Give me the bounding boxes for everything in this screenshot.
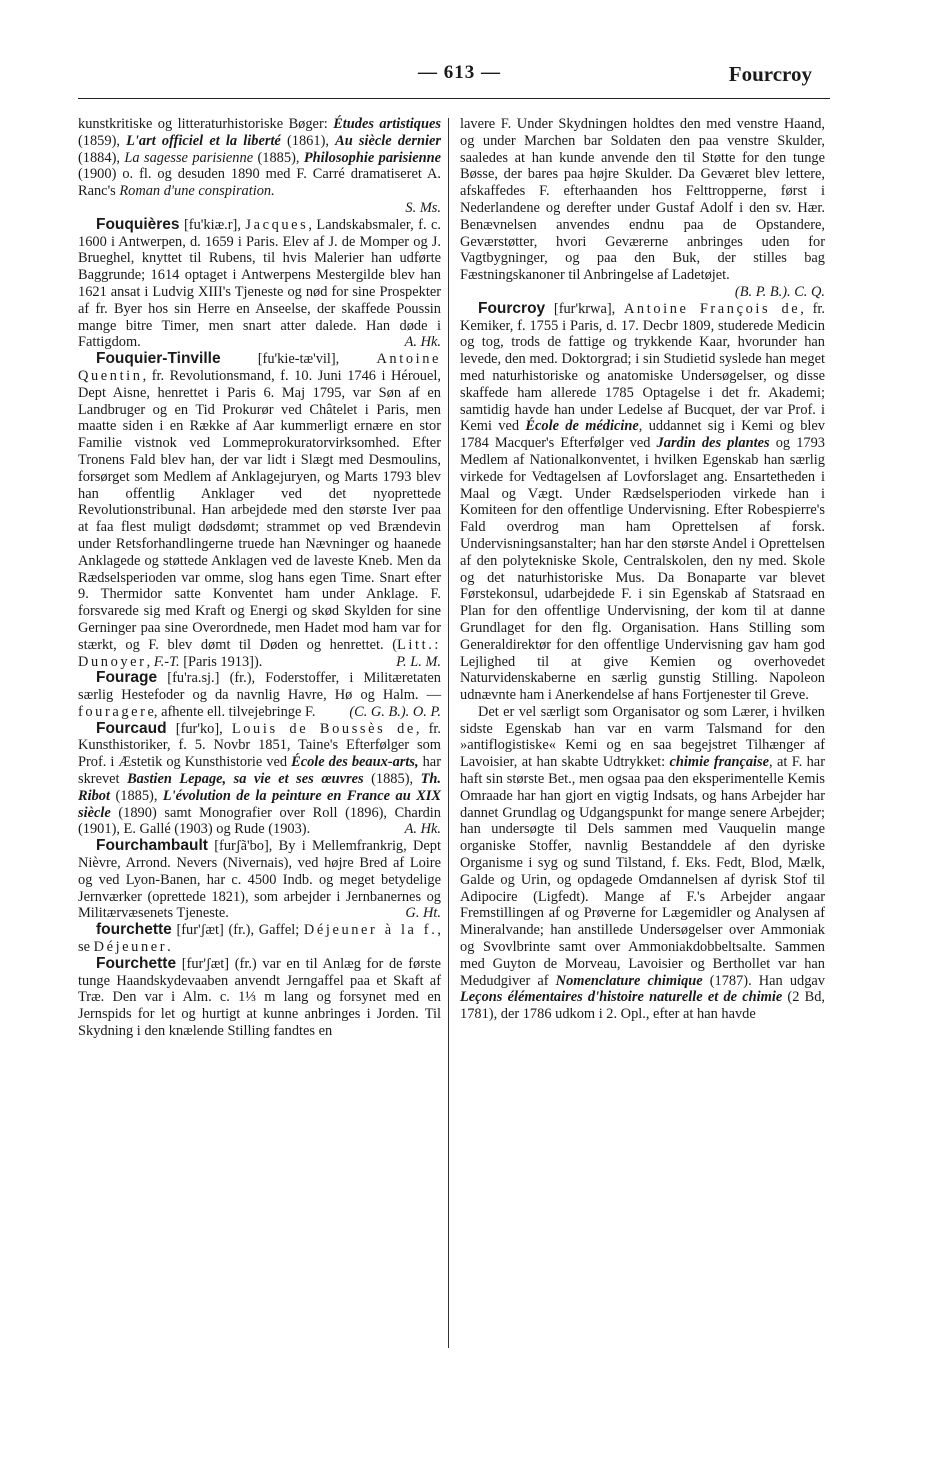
headword: Fourchambault bbox=[96, 837, 208, 855]
author-signature: S. Ms. bbox=[405, 199, 441, 216]
author-signature: G. Ht. bbox=[405, 905, 441, 922]
headword: Fourcaud bbox=[96, 719, 167, 737]
header-rule bbox=[78, 98, 830, 99]
column-divider bbox=[448, 118, 449, 1348]
entry-fourcaud: Fourcaud [fur'ko], Louis de Boussès de, fr. Kunsthistoriker, f. 5. Novbr 1851, Taine's Efterfølger som Prof. i Æstetik og Kunsthistorie ved École des beaux-arts, har skrevet Bastien Lepage, sa vie et ses œuvres (1885), Th. Ribot (1885), L'évolution de la peinture en France au XIX siècle (1890) samt Monografier over Roll (1896), Chardin (1901), E. Gallé (1903) og Rude (1903). A. Hk. bbox=[78, 719, 442, 838]
headword: Fouquier-Tinville bbox=[96, 350, 221, 368]
headword: Fourchette bbox=[96, 954, 177, 972]
running-head: Fourcroy bbox=[728, 62, 812, 86]
headword: Fourage bbox=[96, 669, 158, 687]
author-signature: A. Hk. bbox=[404, 334, 441, 351]
headword: Fouquières bbox=[96, 215, 180, 233]
entry-fourage: Fourage [fu'ra.sj.] (fr.), Foderstoffer, i Militæretaten særlig Hestefoder og da navnlig Havre, Hø og Halm. — fouragere, afhente ell. tilvejebringe F. (C. G. B.). O. P. bbox=[78, 669, 441, 720]
author-signature: (C. G. B.). O. P. bbox=[349, 703, 441, 720]
page-header bbox=[78, 62, 830, 92]
headword: Fourcroy bbox=[478, 299, 546, 317]
entry-fouquieres: Fouquières [fu'kiæ.r], Jacques, Landskabsmaler, f. c. 1600 i Antwerpen, d. 1659 i Paris. Elev af J. de Momper og J. Brueghel, knyttet til Rubens, til hvis Malerier han udførte Baggrunde; 1614 optaget i Antwerpens Mestergilde blev han 1621 ansat i Ludvig XIII's Tjeneste og nød for sine Prospekter af fr. Byer hos sin Herre en Anseelse, der skaffede Poussin mange bitre Timer, men snart atter dalede. Han døde i Fattigdom. A. Hk. bbox=[78, 215, 442, 351]
author-signature: A. Hk. bbox=[404, 821, 441, 838]
headword: fourchette bbox=[96, 921, 172, 939]
entry-fourchette: Fourchette [fur'ʃæt] (fr.) var en til Anlæg for de første tunge Haandskydevaaben anvendt Jerngaffel paa et Skaft af Træ. Den var i Alm. c. 1⅓ m lang og forsynet med en Jernspids for let og hurtigt at kunne anbringes i Jorden. Til Skydning i den knælende Stilling fandtes en bbox=[78, 954, 441, 1040]
author-signature: P. L. M. bbox=[396, 653, 441, 670]
entry-fourchette-gaffel: fourchette [fur'ʃæt] (fr.), Gaffel; Déjeuner à la f., se Déjeuner. bbox=[78, 921, 442, 956]
author-signature: (B. P. B.). C. Q. bbox=[734, 283, 825, 300]
entry-fourcroy-paragraph-2: Det er vel særligt som Organisator og som Lærer, i hvilken sidste Egenskab han var en varm Talsmand for den »antiflogistiske« Kemi og en saa begejstret Tilhænger af Lavoisier, at han skabte Udtrykket: chimie française, at F. har haft sin største Bet., men ogsaa paa den eksperimentelle Kemis Omraade har han gjort en vigtig Indsats, og hans Arbejder har dannet Grundlag og Udgangspunkt for mange senere Arbejder; han undersøgte til Dels sammen med Vauquelin mange organiske Stoffer, navnlig Bestanddele af den dyriske Organisme i syg og sund Tilstand, f. Eks. Fedt, Blod, Mælk, Galde og Urin, og opdagede Omdannelsen af dyrisk Stof til Adipocire (Ligfedt). Mange af F.'s Arbejder angaar Fremstillingen af og Prøverne for Lægemidler og Analysen af Mineralvande; han anstillede Undersøgelser over Ammoniak og Svovlbrinte samt over Ammoniakdobbeltsalte. Sammen med Guyton de Morveau, Lavoisier og Berthollet var han Medudgiver af Nomenclature chimique (1787). Han udgav Leçons élémentaires d'histoire naturelle et de chimie (2 Bd, 1781), der 1786 udkom i 2. Opl., efter at han havde bbox=[460, 703, 825, 1023]
entry-fourchambault: Fourchambault [furʃã'bo], By i Mellemfrankrig, Dept Nièvre, Arrond. Nevers (Nivernais), ved højre Bred af Loire og ved Lyon-Banen, har c. 4500 Indb. og meget betydelige Jernværker (oprettede 1821), som arbejder i Jernbanernes og Militærvæsenets Tjeneste. G. Ht. bbox=[78, 837, 441, 922]
left-column bbox=[78, 116, 441, 1040]
page-number: — 613 — bbox=[418, 62, 501, 83]
entry-fouquier-tinville: Fouquier-Tinville [fu'kie-tæ'vil], Antoine Quentin, fr. Revolutionsmand, f. 10. Juni 1746 i Hérouel, Dept Aisne, henrettet i Paris 6. Maj 1795, var Søn af en Landbruger og en Tid Prokurør ved Châtelet i Paris, men maatte siden i en Række af Aar kummerligt ernære en stor Familie vistnok ved Lommeprokuratorvirksomhed. Efter Tronens Fald blev han, der var lidt i Slægt med Desmoulins, forsørget som Medlem af Anklagejuryen, og Marts 1793 blev han offentlig Anklager ved det nyoprettede Revolutionstribunal. Han arbejdede med den største Iver paa at faa flest muligt dødsdømt; strammet op ved Brændevin under Retsforhandlingerne truede han Nævninger og haanede Anklagede og støttede Anklagen ved de laveste Kneb. Men da Rædselsperioden var omme, slog hans egen Time. Snart efter 9. Thermidor satte Konventet ham under Anklage. F. forsvarede sig med Kraft og Energi og skød Skylden for sine Gerninger paa sine Overordnede, men Hadet mod ham var for stærkt, og F. blev dømt til Døden og henrettet. (Litt.: Dunoyer, F.-T. [Paris 1913]). P. L. M. bbox=[78, 350, 441, 670]
entry-continuation: kunstkritiske og litteraturhistoriske Bøger: Études artistiques (1859), L'art officiel et la liberté (1861), Au siècle dernier (1884), La sagesse parisienne (1885), Philosophie parisienne (1900) o. fl. og desuden 1890 med F. Carré dramatiseret A. Ranc's Roman d'une conspiration. S. Ms. bbox=[78, 116, 442, 216]
entry-fourchette-continuation: lavere F. Under Skydningen holdtes den med venstre Haand, og under Marchen bar Soldaten den paa venstre Skulder, saaledes at han kunde anvende den til Støtte for den tunge Bøsse, der bares paa højre Skulder. Da Geværet blev lettere, afskaffedes F. efterhaanden hos Felttropperne, først i Nederlandene og derefter under Gustaf Adolf i den sv. Hær. Benævnelsen anvendes endnu paa de Opstandere, Geværstøtter, hvori Geværerne anbringes uden for Vagtbygninger, og paa den Buk, der stilles bag Fæstningskanoner til Anbringelse af Ladetøjet. (B. P. B.). C. Q. bbox=[460, 116, 825, 300]
right-column bbox=[460, 116, 825, 1023]
entry-fourcroy: Fourcroy [fur'krwa], Antoine François de, fr. Kemiker, f. 1755 i Paris, d. 17. Decbr 1809, studerede Medicin og tog, trods de fattige og trykkende Kaar, hvorunder han levede, den med. Doktorgrad; i sin Studietid syslede han meget med naturhistoriske og anatomiske Undersøgelser, og disse skaffede ham allerede 1785 Optagelse i det fr. Akademi; samtidig havde han under Ledelse af Bucquet, der var Prof. i Kemi ved École de médicine, uddannet sig i Kemi og blev 1784 Macquer's Efterfølger ved Jardin des plantes og 1793 Medlem af Nationalkonventet, i hvilken Egenskab han særlig virkede for Vedtagelsen af Lovforslaget ang. Ensartetheden i Maal og Vægt. Under Rædselsperioden virkede han i Komiteen for den offentlige Undervisning. Efter Robespierre's Fald overdrog man ham Oprettelsen af forsk. Undervisningsanstalter; han har den største Andel i Oprettelsen af den polytekniske Skole, Centralskolen, den ny med. Skole og det naturhistoriske Mus. Da Bonaparte var blevet Førstekonsul, udarbejdede F. i sin Egenskab af Statsraad en Plan for den offentlige Undervisning, der kom til at danne Grundlaget for den flg. Organisation. Hans Stilling som Generaldirektør for den offentlige Undervisning gav ham god Lejlighed til at give Kemien og overhovedet Naturvidenskaberne en særlig gunstig Stilling. Napoleon udnævnte ham i Anerkendelse af hans Fortjenester til Greve. bbox=[460, 299, 825, 704]
